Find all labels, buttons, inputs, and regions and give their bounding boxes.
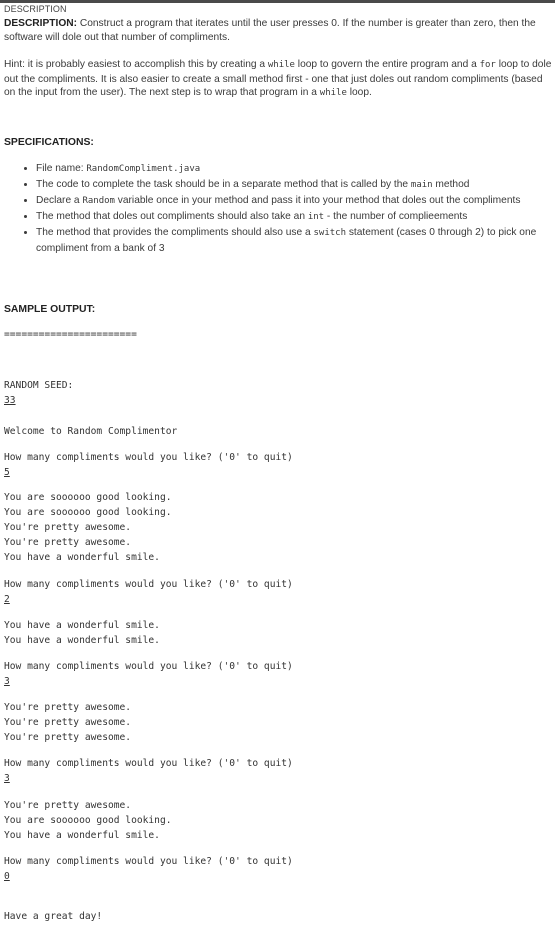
user-input: 5 bbox=[4, 467, 10, 478]
description-paragraph bbox=[4, 17, 552, 44]
spec-item-file-name bbox=[36, 161, 555, 177]
spec-text: statement (cases 0 through 2) to pick one compliment from a bank of 3 bbox=[36, 227, 537, 254]
compliment-line: You have a wonderful smile. bbox=[4, 635, 160, 646]
hint-code-while: while bbox=[267, 60, 295, 70]
spec-text: - the number of complieements bbox=[324, 211, 468, 222]
compliment-line: You are soooooo good looking. bbox=[4, 492, 172, 503]
spec-code: main bbox=[410, 180, 433, 190]
spec-text: File name: bbox=[36, 163, 87, 174]
user-input: 3 bbox=[4, 773, 10, 784]
prompt-line: How many compliments would you like? ('0' to quit) bbox=[4, 661, 293, 672]
compliment-line: You're pretty awesome. bbox=[4, 732, 132, 743]
spec-item-separate-method bbox=[36, 177, 555, 193]
spec-text: Declare a bbox=[36, 195, 83, 206]
hint-text-2: loop to govern the entire program and a bbox=[294, 59, 480, 70]
hint-text-3: loop to dole out the compliments. It is also easier to create a small method first - one that just doles out random compliments (based on the input from the user). The next step is to wrap that program in a bbox=[4, 59, 552, 98]
spec-code: Random bbox=[82, 196, 115, 206]
description-label: DESCRIPTION: bbox=[4, 18, 78, 29]
spec-code: RandomCompliment.java bbox=[86, 164, 201, 174]
compliment-line: You have a wonderful smile. bbox=[4, 552, 160, 563]
specifications-heading: SPECIFICATIONS: bbox=[4, 137, 94, 148]
spec-text: method bbox=[432, 179, 470, 190]
prompt-line: How many compliments would you like? ('0' to quit) bbox=[4, 856, 293, 867]
output-separator: ======================= bbox=[4, 329, 137, 340]
welcome-line: Welcome to Random Complimentor bbox=[4, 426, 178, 437]
spec-text: variable once in your method and pass it into your method that doles out the compliments bbox=[114, 195, 521, 206]
random-seed-value: 33 bbox=[4, 395, 16, 406]
compliment-line: You are soooooo good looking. bbox=[4, 507, 172, 518]
spec-code: switch bbox=[313, 228, 346, 238]
hint-paragraph bbox=[4, 58, 552, 101]
sample-output-heading: SAMPLE OUTPUT: bbox=[4, 304, 96, 315]
prompt-line: How many compliments would you like? ('0' to quit) bbox=[4, 452, 293, 463]
hint-code-for: for bbox=[479, 60, 496, 70]
user-input: 3 bbox=[4, 676, 10, 687]
hint-code-while-2: while bbox=[319, 88, 347, 98]
compliment-line: You're pretty awesome. bbox=[4, 702, 132, 713]
spec-item-switch-statement bbox=[36, 225, 555, 256]
description-text: Construct a program that iterates until the user presses 0. If the number is greater than zero, then the software will dole out that number of compliments. bbox=[4, 18, 536, 43]
spec-text: The code to complete the task should be in a separate method that is called by the bbox=[36, 179, 411, 190]
random-seed-label: RANDOM SEED: bbox=[4, 380, 74, 391]
spec-item-int-parameter bbox=[36, 209, 555, 225]
spec-item-random-variable bbox=[36, 193, 555, 209]
user-input: 2 bbox=[4, 594, 10, 605]
prompt-line: How many compliments would you like? ('0' to quit) bbox=[4, 758, 293, 769]
compliment-line: You are soooooo good looking. bbox=[4, 815, 172, 826]
compliment-line: You're pretty awesome. bbox=[4, 800, 132, 811]
spec-code: int bbox=[307, 212, 325, 222]
top-border bbox=[0, 0, 555, 3]
section-tag: DESCRIPTION bbox=[4, 4, 67, 14]
compliment-line: You're pretty awesome. bbox=[4, 522, 132, 533]
spec-text: The method that doles out compliments should also take an bbox=[36, 211, 308, 222]
compliment-line: You're pretty awesome. bbox=[4, 717, 132, 728]
spec-text: The method that provides the compliments should also use a bbox=[36, 227, 314, 238]
hint-text-1: Hint: it is probably easiest to accomplish this by creating a bbox=[4, 59, 268, 70]
specifications-list bbox=[0, 161, 555, 256]
hint-text-4: loop. bbox=[346, 87, 372, 98]
compliment-line: You have a wonderful smile. bbox=[4, 620, 160, 631]
goodbye-line: Have a great day! bbox=[4, 911, 103, 922]
compliment-line: You're pretty awesome. bbox=[4, 537, 132, 548]
compliment-line: You have a wonderful smile. bbox=[4, 830, 160, 841]
prompt-line: How many compliments would you like? ('0' to quit) bbox=[4, 579, 293, 590]
user-input: 0 bbox=[4, 871, 10, 882]
